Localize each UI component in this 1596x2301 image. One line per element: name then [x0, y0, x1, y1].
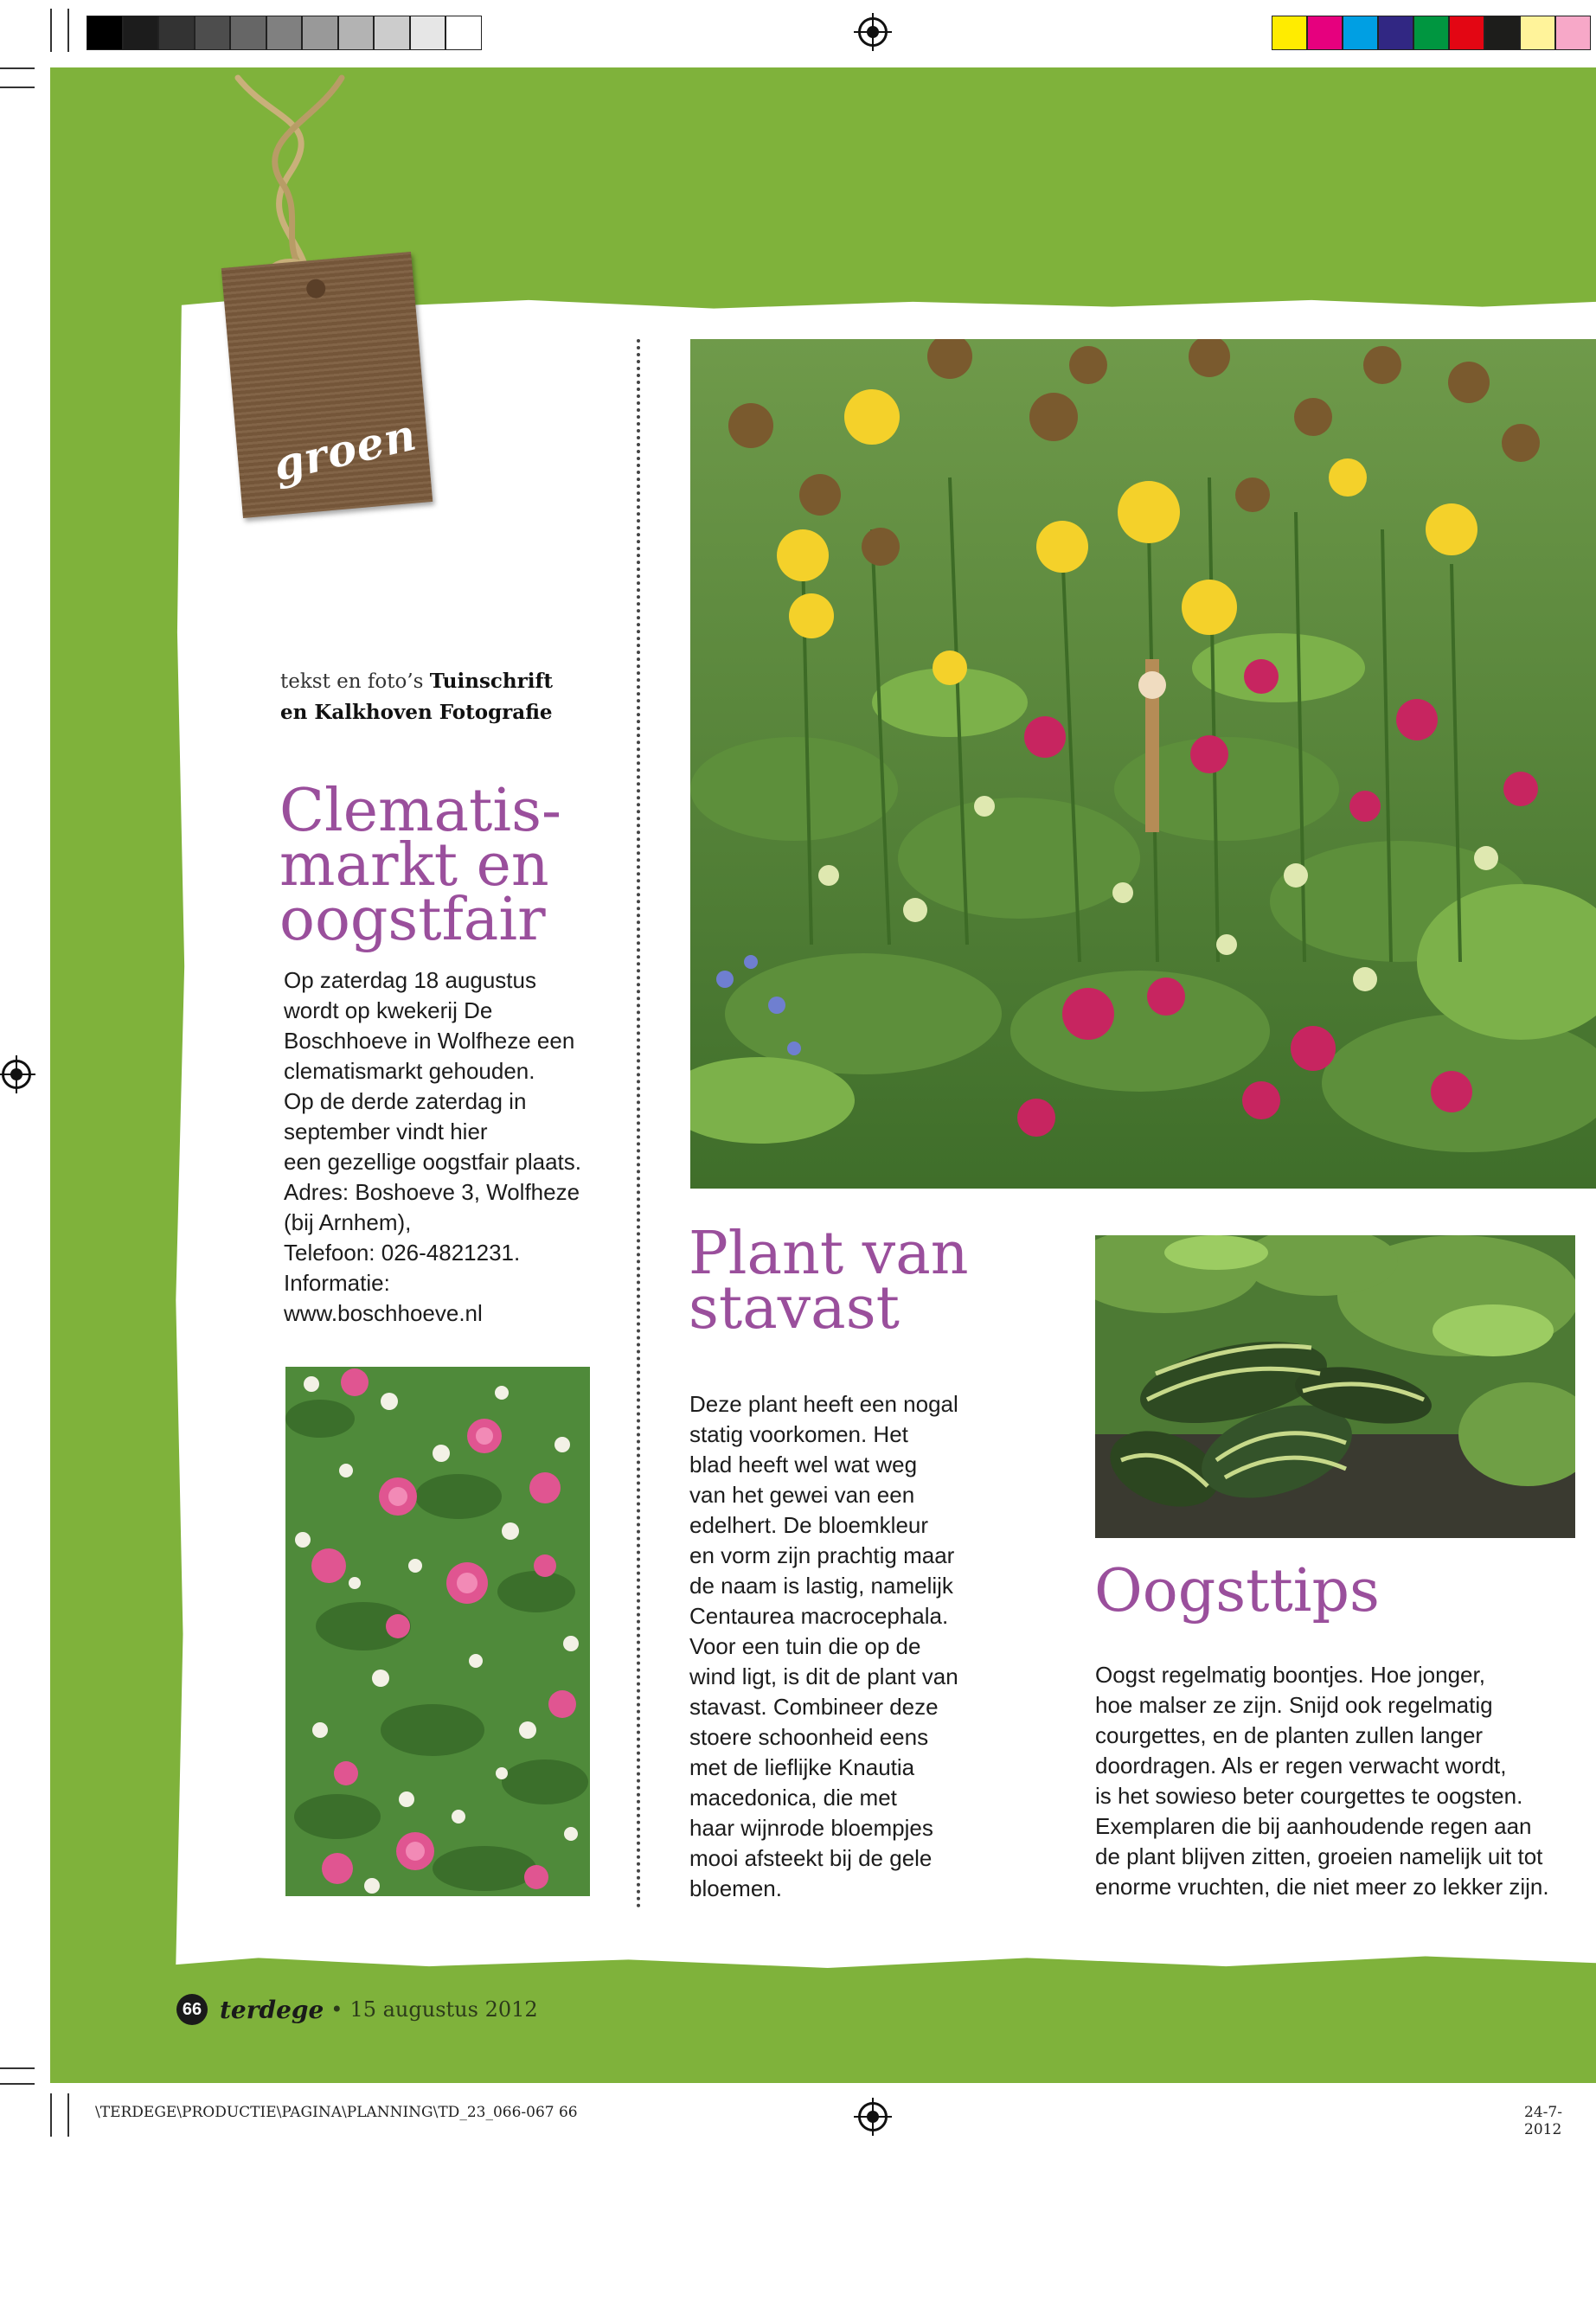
- crop-mark: [0, 2067, 35, 2069]
- process-color-swatch: [1555, 16, 1591, 50]
- body-line: Centaurea macrocephala.: [689, 1603, 949, 1629]
- tag-label: groen: [268, 408, 421, 491]
- slug-date: 24-7-2012: [1524, 2104, 1562, 2138]
- crop-mark: [67, 9, 69, 52]
- plant-body: [689, 1389, 1053, 1904]
- registration-mark-icon: [858, 17, 888, 47]
- body-line: mooi afsteekt bij de gele: [689, 1845, 933, 1871]
- page-footer: [176, 1994, 538, 2025]
- body-line: edelhert. De bloemkleur: [689, 1512, 929, 1538]
- oogst-title: Oogsttips: [1094, 1557, 1380, 1625]
- column-divider: [637, 339, 640, 1909]
- tag-hole: [305, 279, 326, 299]
- courgette-photo: [1095, 1235, 1575, 1538]
- gray-swatch: [195, 16, 231, 50]
- process-color-swatch: [1272, 16, 1307, 50]
- clematis-rose-illustration: [285, 1367, 590, 1896]
- body-line: de naam is lastig, namelijk: [689, 1573, 953, 1599]
- plant-title: [689, 1220, 969, 1343]
- process-color-swatch: [1378, 16, 1413, 50]
- body-line: en vorm zijn prachtig maar: [689, 1542, 955, 1568]
- body-line: Oogst regelmatig boontjes. Hoe jonger,: [1095, 1662, 1485, 1688]
- body-line: statig voorkomen. Het: [689, 1421, 908, 1447]
- body-line: doordragen. Als er regen verwacht wordt,: [1095, 1753, 1507, 1779]
- slug-path: \TERDEGE\PRODUCTIE\PAGINA\PLANNING\TD_23_066-067 66: [95, 2104, 578, 2121]
- process-color-swatch: [1520, 16, 1555, 50]
- body-line: bloemen.: [689, 1875, 782, 1901]
- body-line: www.boschhoeve.nl: [284, 1300, 483, 1326]
- title-line: oogstfair: [279, 886, 546, 955]
- body-line: Op zaterdag 18 augustus: [284, 967, 536, 993]
- title-line: markt en: [279, 831, 549, 901]
- body-line: Op de derde zaterdag in: [284, 1088, 527, 1114]
- body-line: stoere schoonheid eens: [689, 1724, 929, 1750]
- title-line: stavast: [689, 1274, 900, 1343]
- page-number: 66: [176, 1994, 208, 2025]
- body-line: Exemplaren die bij aanhoudende regen aan: [1095, 1813, 1532, 1839]
- title-line: Plant van: [689, 1220, 969, 1288]
- body-line: wind ligt, is dit de plant van: [689, 1663, 958, 1689]
- body-line: Telefoon: 026-4821231.: [284, 1240, 521, 1266]
- crop-mark: [0, 67, 35, 69]
- body-line: Boschhoeve in Wolfheze een: [284, 1028, 575, 1054]
- footer-separator: •: [330, 1997, 343, 2022]
- crop-mark: [0, 87, 35, 88]
- magazine-logo: terdege: [220, 1995, 324, 2024]
- credits-prefix: tekst en foto’s: [280, 670, 424, 693]
- clematis-rose-photo: [285, 1367, 590, 1896]
- gray-swatch: [266, 16, 303, 50]
- gray-swatch: [410, 16, 446, 50]
- clematis-title: [279, 777, 561, 955]
- gray-swatch: [302, 16, 338, 50]
- groen-tag: [221, 252, 433, 518]
- body-line: van het gewei van een: [689, 1482, 915, 1508]
- body-line: hoe malser ze zijn. Snijd ook regelmatig: [1095, 1692, 1493, 1718]
- body-line: de plant blijven zitten, groeien namelijk uit tot: [1095, 1843, 1543, 1869]
- body-line: met de lieflijke Knautia: [689, 1754, 915, 1780]
- gray-swatch: [123, 16, 159, 50]
- process-color-swatch: [1413, 16, 1449, 50]
- gray-swatch: [230, 16, 266, 50]
- process-color-swatch: [1449, 16, 1484, 50]
- body-line: wordt op kwekerij De: [284, 997, 493, 1023]
- body-line: Deze plant heeft een nogal: [689, 1391, 958, 1417]
- body-line: courgettes, en de planten zullen langer: [1095, 1722, 1484, 1748]
- gray-swatch: [338, 16, 375, 50]
- body-line: haar wijnrode bloempjes: [689, 1815, 933, 1841]
- body-line: clematismarkt gehouden.: [284, 1058, 535, 1084]
- gray-swatch: [374, 16, 410, 50]
- crop-mark: [50, 9, 52, 52]
- body-line: Informatie:: [284, 1270, 390, 1296]
- process-color-swatch: [1484, 16, 1520, 50]
- body-line: (bij Arnhem),: [284, 1209, 412, 1235]
- body-line: stavast. Combineer deze: [689, 1694, 939, 1720]
- centaurea-photo: [690, 339, 1596, 1189]
- body-line: is het sowieso beter courgettes te oogsten.: [1095, 1783, 1523, 1809]
- gray-swatch: [445, 16, 482, 50]
- centaurea-illustration: [690, 339, 1596, 1189]
- issue-date: 15 augustus 2012: [349, 1997, 538, 2022]
- process-color-swatch: [1307, 16, 1343, 50]
- body-line: macedonica, die met: [689, 1785, 897, 1811]
- crop-mark: [67, 2093, 69, 2137]
- crop-mark: [0, 2083, 35, 2085]
- body-line: een gezellige oogstfair plaats.: [284, 1149, 582, 1175]
- registration-mark-icon: [2, 1060, 31, 1089]
- body-line: Voor een tuin die op de: [689, 1633, 921, 1659]
- credits-authors-1: Tuinschrift: [429, 670, 553, 693]
- process-color-swatch: [1343, 16, 1378, 50]
- gray-swatch: [158, 16, 195, 50]
- body-line: Adres: Boshoeve 3, Wolfheze: [284, 1179, 580, 1205]
- title-line: Clematis-: [279, 777, 561, 845]
- gray-swatch: [87, 16, 123, 50]
- body-line: enorme vruchten, die niet meer zo lekker zijn.: [1095, 1874, 1549, 1900]
- courgette-illustration: [1095, 1235, 1575, 1538]
- crop-mark: [50, 2093, 52, 2137]
- body-line: september vindt hier: [284, 1118, 488, 1144]
- clematis-body: [284, 965, 612, 1329]
- credits-authors-2: en Kalkhoven Fotografie: [280, 701, 553, 724]
- photo-credits: [280, 666, 574, 728]
- registration-mark-icon: [858, 2102, 888, 2131]
- oogst-body: [1095, 1660, 1588, 1902]
- body-line: blad heeft wel wat weg: [689, 1452, 918, 1477]
